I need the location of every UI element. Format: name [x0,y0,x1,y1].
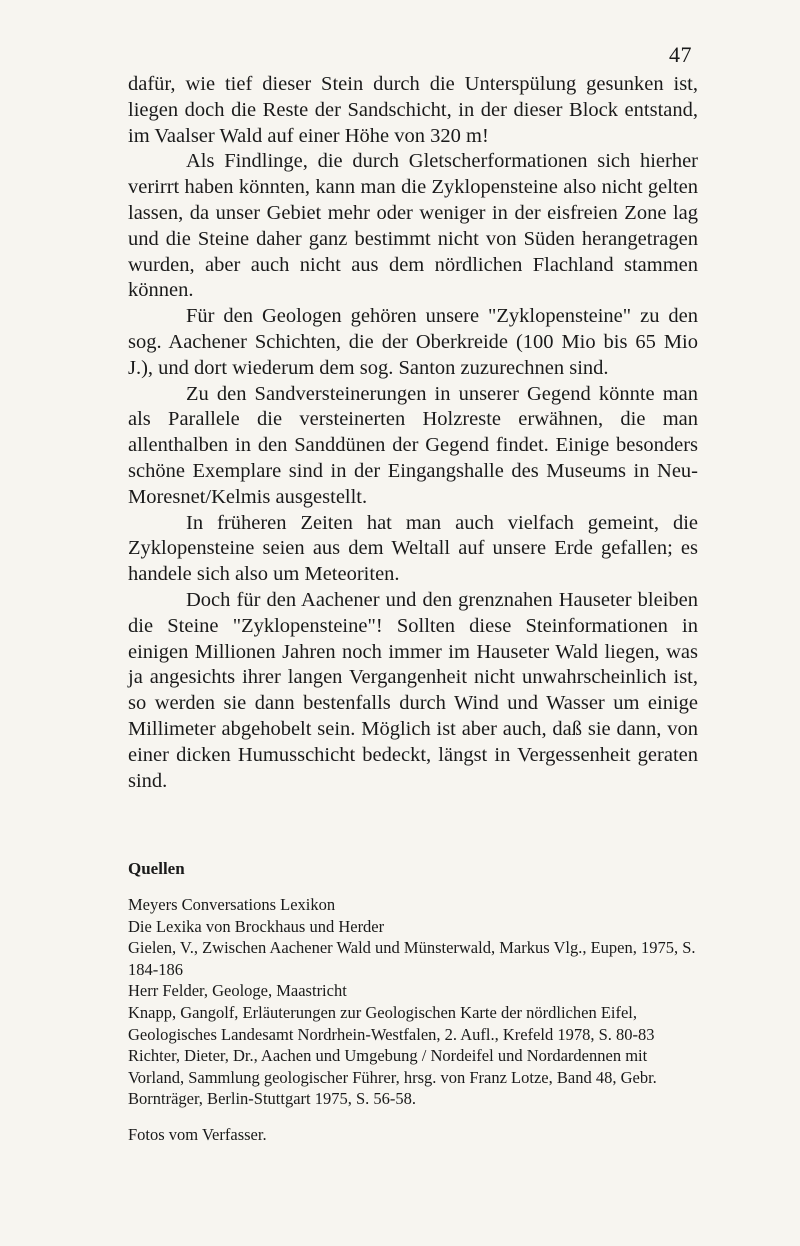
paragraph: Für den Geologen gehören unsere "Zyklopensteine" zu den sog. Aachener Schichten, die der Oberkreide (100 Mio bis 65 Mio J.), und dort wiederum dem sog. Santon zuzurechnen sind. [128,305,698,379]
source-item: Die Lexika von Brockhaus und Herder [128,916,385,936]
source-list [128,894,698,1110]
source-item: Richter, Dieter, Dr., Aachen und Umgebung / Nordeifel und Nordardennen mit Vorland, Sammlung geologischer Führer, hrsg. von Franz Lotze, Band 48, Gebr. Bornträger, Berlin-Stuttgart 1975, S. 56-58. [128,1046,657,1109]
article-body [128,72,698,794]
page-number: 47 [669,42,692,67]
photo-credit: Fotos vom Verfasser. [128,1124,267,1144]
paragraph: In früheren Zeiten hat man auch vielfach gemeint, die Zyklopensteine seien aus dem Weltall auf unsere Erde gefallen; es handele sich also um Meteoriten. [128,511,698,586]
sources-heading: Quellen [128,859,185,878]
paragraph: Als Findlinge, die durch Gletscherformationen sich hierher verirrt haben könnten, kann man die Zyklopensteine also nicht gelten lassen, da unser Gebiet mehr oder weniger in der eisfreien Zone lag und die Steine daher ganz bestimmt nicht von Süden herangetragen wurden, aber auch nicht aus dem nördlichen Flachland stammen können. [128,150,698,302]
paragraph: dafür, wie tief dieser Stein durch die Unterspülung gesunken ist, liegen doch die Reste der Sandschicht, in der dieser Block entstand, im Vaalser Wald auf einer Höhe von 320 m! [128,73,698,147]
sources-section [128,858,698,1146]
paragraph: Doch für den Aachener und den grenznahen Hauseter bleiben die Steine "Zyklopensteine"! Sollten diese Steinformationen in einigen Millionen Jahren noch immer im Hauseter Wald liegen, was ja angesichts ihrer langen Vergangenheit nicht unwahrscheinlich ist, so werden sie dann bestenfalls durch Wind und Wasser um einige Millimeter abgehobelt sein. Möglich ist aber auch, daß sie dann, von einer dicken Humusschicht bedeckt, längst in Vergessenheit geraten sind. [128,588,698,792]
paragraph: Zu den Sandversteinerungen in unserer Gegend könnte man als Parallele die versteinerten Holzreste erwähnen, die man allenthalben in den Sanddünen der Gegend findet. Einige besonders schöne Exemplare sind in der Eingangshalle des Museums in Neu-Moresnet/Kelmis ausgestellt. [128,382,698,508]
source-item: Herr Felder, Geologe, Maastricht [128,981,347,1001]
source-item: Meyers Conversations Lexikon [128,895,336,914]
source-item: Gielen, V., Zwischen Aachener Wald und Münsterwald, Markus Vlg., Eupen, 1975, S. 184-186 [128,938,696,979]
source-item: Knapp, Gangolf, Erläuterungen zur Geologischen Karte der nördlichen Eifel, Geologisches Landesamt Nordrhein-Westfalen, 2. Aufl., Krefeld 1978, S. 80-83 [128,1002,655,1044]
